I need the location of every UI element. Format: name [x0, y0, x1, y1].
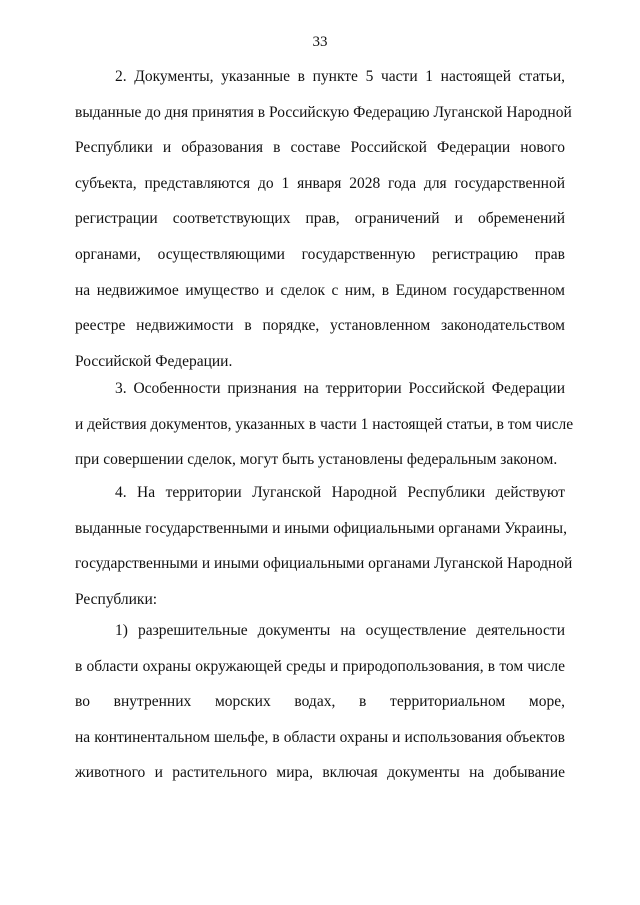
subitem-1	[75, 622, 565, 800]
paragraph-4	[75, 484, 573, 626]
paragraph-3	[75, 380, 574, 487]
text-line: Республики и образования в составе Российской Федерации нового	[75, 139, 565, 157]
text-line: субъекта, представляются до 1 января 2028 года для государственной	[75, 174, 565, 192]
text-line: и действия документов, указанных в части 1 настоящей статьи, в том числе	[75, 415, 574, 433]
text-line: Российской Федерации.	[75, 352, 233, 370]
text-line: 2. Документы, указанные в пункте 5 части 1 настоящей статьи,	[115, 68, 565, 85]
page-number: 33	[312, 34, 328, 50]
text-line: 4. На территории Луганской Народной Республики действуют	[115, 484, 565, 501]
text-line: на континентальном шельфе, в области охраны и использования объектов	[75, 728, 565, 746]
text-line: реестре недвижимости в порядке, установленном законодательством	[75, 317, 565, 335]
text-line: на недвижимое имущество и сделок с ним, в Едином государственном	[75, 281, 565, 299]
text-line: регистрации соответствующих прав, ограничений и обременений	[75, 210, 565, 228]
text-line: государственными и иными официальными органами Луганской Народной	[75, 555, 573, 573]
text-line: выданные государственными и иными официальными органами Украины,	[75, 519, 567, 537]
text-line: выданные до дня принятия в Российскую Федерацию Луганской Народной	[75, 103, 572, 121]
text-line: 1) разрешительные документы на осуществление деятельности	[115, 622, 565, 639]
text-line: 3. Особенности признания на территории Российской Федерации	[115, 380, 565, 397]
text-line: при совершении сделок, могут быть установлены федеральным законом.	[75, 451, 558, 469]
text-line: во внутренних морских водах, в территориальном море,	[75, 693, 565, 711]
text-line: органами, осуществляющими государственную регистрацию прав	[75, 245, 565, 263]
paragraph-2	[75, 68, 572, 388]
text-line: Республики:	[75, 590, 158, 608]
text-line: животного и растительного мира, включая документы на добывание	[75, 764, 565, 782]
text-line: в области охраны окружающей среды и природопользования, в том числе	[75, 657, 565, 675]
